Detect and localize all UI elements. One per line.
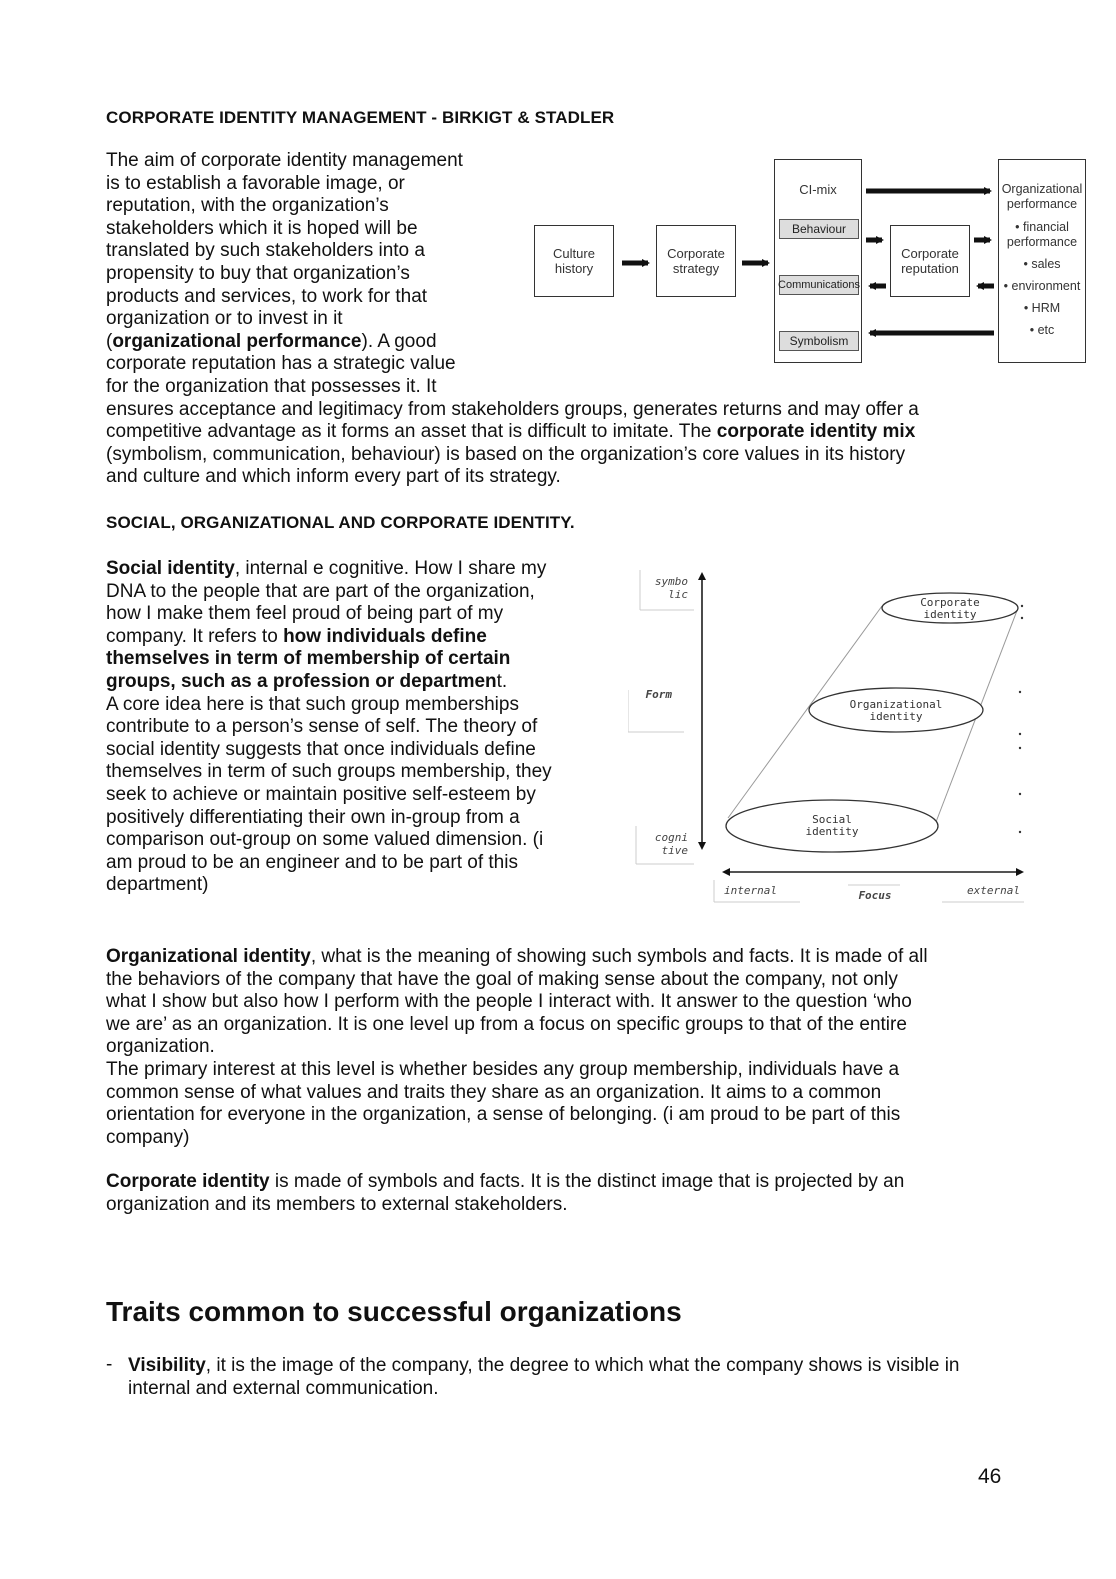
- bullet-dash: -: [106, 1354, 113, 1375]
- symbolism-box: Symbolism: [779, 331, 859, 351]
- text-run: DNA to the people that are part of the organization,: [106, 580, 535, 602]
- text-line: [106, 648, 606, 671]
- bold-text-run: how individuals define: [283, 625, 487, 647]
- text-run: (symbolism, communication, behaviour) is based on the organization’s core values in its history: [106, 443, 906, 465]
- bold-text-run: organizational performance: [112, 330, 362, 352]
- corporate-strategy-box: Corporate strategy: [656, 225, 736, 297]
- organizational-performance-list: [999, 220, 1085, 338]
- text-run: and culture and which inform every part of its strategy.: [106, 466, 561, 488]
- text-run: is to establish a favorable image, or: [106, 172, 405, 194]
- text-run: orientation for everyone in the organization, a sense of belonging. (i am proud to be part of this: [106, 1104, 901, 1126]
- text-run: , internal e cognitive. How I share my: [234, 558, 547, 579]
- focus-label: Focus: [858, 889, 892, 902]
- text-run: A core idea here is that such group memberships: [106, 693, 519, 715]
- text-line: [106, 421, 1006, 444]
- performance-item: • sales: [1023, 257, 1061, 271]
- organizational-identity-label: Organizational identity: [849, 698, 943, 723]
- text-line: [106, 807, 606, 830]
- birkigt-stadler-diagram: [530, 155, 1090, 367]
- text-run: themselves in term of such groups membership, they: [106, 761, 552, 783]
- paragraph-organizational-identity: [106, 946, 1026, 1149]
- text-run: organization.: [106, 1036, 215, 1058]
- text-run: translated by such stakeholders into a: [106, 240, 425, 262]
- performance-item: • environment: [1003, 279, 1081, 293]
- text-run: reputation, with the organization’s: [106, 195, 389, 217]
- section-heading-corporate-identity-management: CORPORATE IDENTITY MANAGEMENT - BIRKIGT & STADLER: [106, 108, 615, 127]
- text-line: [106, 444, 1006, 467]
- text-line: [106, 1194, 1026, 1217]
- text-line: [106, 739, 606, 762]
- text-line: [106, 1104, 1026, 1127]
- bold-text-run: Corporate identity: [106, 1171, 270, 1192]
- text-run: department): [106, 874, 209, 896]
- text-line: [106, 694, 606, 717]
- text-run: competitive advantage as it forms an asset that is difficult to imitate. The: [106, 421, 717, 443]
- social-identity-label: Social identity: [805, 813, 859, 838]
- text-run: company): [106, 1126, 190, 1148]
- text-line: [106, 969, 1026, 992]
- text-line: [106, 852, 606, 875]
- text-line: [106, 829, 606, 852]
- text-run: the behaviors of the company that have the goal of making sense about the company, not only: [106, 968, 898, 990]
- visibility-description: , it is the image of the company, the degree to which what the company shows is visible in internal and external communication.: [128, 1355, 960, 1399]
- text-run: positively differentiating their own in-group from a: [106, 806, 520, 828]
- text-line: [106, 784, 606, 807]
- performance-item: • HRM: [1023, 301, 1061, 315]
- text-run: propensity to buy that organization’s: [106, 262, 410, 284]
- text-run: The primary interest at this level is whether besides any group membership, individuals have a: [106, 1058, 900, 1080]
- text-run: am proud to be an engineer and to be part of this: [106, 851, 518, 873]
- text-run: how I make them feel proud of being part of my: [106, 603, 504, 625]
- text-line: [106, 626, 606, 649]
- visibility-term: Visibility: [128, 1355, 206, 1376]
- organizational-performance-title: Organizational performance: [1001, 182, 1083, 211]
- bold-text-run: Social identity: [106, 558, 235, 579]
- text-line: [106, 581, 606, 604]
- text-line: [106, 716, 606, 739]
- text-run: for the organization that possesses it. It: [106, 375, 437, 397]
- text-run: corporate reputation has a strategic value: [106, 353, 456, 375]
- text-line: [106, 1127, 1026, 1150]
- text-run: organization or to invest in it: [106, 308, 343, 330]
- cognitive-label: cogni tive: [654, 831, 688, 857]
- ci-mix-label: CI-mix: [799, 182, 837, 197]
- text-run: t.: [496, 670, 508, 692]
- performance-item: • etc: [1029, 323, 1055, 337]
- text-line: [106, 671, 606, 694]
- text-line: [106, 376, 1006, 399]
- text-run: ). A good: [361, 330, 437, 352]
- bold-text-run: Organizational identity: [106, 946, 311, 967]
- text-line: [106, 466, 1006, 489]
- paragraph-corporate-identity: [106, 1171, 1026, 1216]
- text-run: social identity suggests that once individuals define: [106, 738, 536, 760]
- text-line: [106, 399, 1006, 422]
- identity-levels-diagram: [628, 560, 1028, 908]
- symbolic-label: symbo lic: [654, 575, 688, 601]
- text-line: [106, 1014, 1026, 1037]
- text-run: is made of symbols and facts. It is the distinct image that is projected by an: [269, 1171, 905, 1192]
- performance-item: • financial performance: [1006, 220, 1078, 249]
- bold-text-run: groups, such as a profession or departmen: [106, 670, 497, 692]
- behaviour-box: Behaviour: [779, 219, 859, 239]
- text-line: [106, 1036, 1026, 1059]
- text-run: company. It refers to: [106, 625, 284, 647]
- text-run: The aim of corporate identity management: [106, 150, 463, 171]
- paragraph-social-identity: [106, 558, 606, 897]
- bold-text-run: themselves in term of membership of certain: [106, 648, 511, 670]
- text-run: what I show but also how I perform with the people I interact with. It answer to the question ‘who: [106, 991, 912, 1013]
- text-run: (: [106, 330, 113, 352]
- text-line: [106, 1059, 1026, 1082]
- internal-label: internal: [724, 884, 777, 897]
- text-line: [106, 991, 1026, 1014]
- text-run: products and services, to work for that: [106, 285, 428, 307]
- text-run: organization and its members to external stakeholders.: [106, 1193, 568, 1215]
- text-line: [106, 603, 606, 626]
- text-line: [106, 761, 606, 784]
- text-line: [106, 874, 606, 897]
- text-run: seek to achieve or maintain positive self-esteem by: [106, 783, 536, 805]
- text-run: , what is the meaning of showing such symbols and facts. It is made of all: [310, 946, 928, 967]
- bold-text-run: corporate identity mix: [716, 421, 916, 443]
- text-run: we are’ as an organization. It is one level up from a focus on specific groups to that of the entire: [106, 1013, 907, 1035]
- corporate-reputation-box: Corporate reputation: [890, 225, 970, 297]
- text-run: common sense of what values and traits they share as an organization. It aims to a common: [106, 1081, 882, 1103]
- text-line: [106, 558, 606, 581]
- external-label: external: [967, 884, 1020, 897]
- text-run: ensures acceptance and legitimacy from stakeholders groups, generates returns and may offer a: [106, 398, 919, 420]
- text-run: stakeholders which it is hoped will be: [106, 217, 418, 239]
- visibility-bullet: [128, 1355, 1008, 1400]
- form-label: Form: [645, 688, 672, 701]
- text-line: [106, 946, 1026, 969]
- organizational-performance-box: [998, 159, 1086, 363]
- page-number: 46: [978, 1465, 1002, 1488]
- text-run: comparison out-group on some valued dimension. (i: [106, 829, 544, 851]
- corporate-identity-label: Corporate identity: [920, 596, 980, 621]
- text-line: [106, 1171, 1026, 1194]
- text-run: contribute to a person’s sense of self. The theory of: [106, 716, 538, 738]
- text-line: [106, 1082, 1026, 1105]
- section-heading-social-organizational-corporate: SOCIAL, ORGANIZATIONAL AND CORPORATE IDENTITY.: [106, 513, 575, 532]
- culture-history-box: Culture history: [534, 225, 614, 297]
- communications-box: Communications: [779, 275, 859, 295]
- traits-title: Traits common to successful organizations: [106, 1296, 682, 1327]
